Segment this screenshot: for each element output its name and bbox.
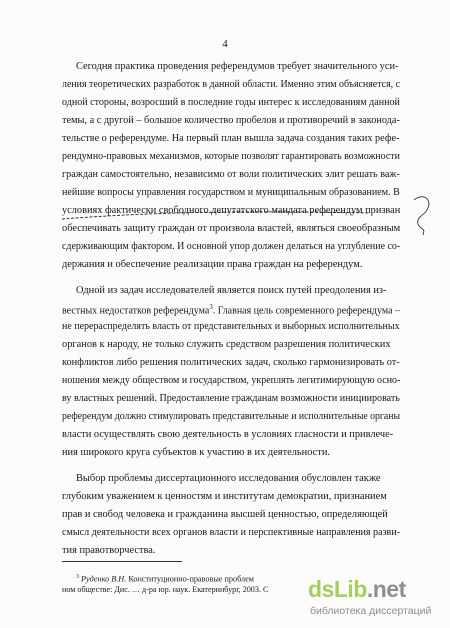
text-line: ву властных решений. Предоставление гражданам возможности инициировать [62, 393, 400, 404]
text-line: Сегодня практика проведения референдумов требует значительного уси- [76, 61, 399, 72]
footnote-marker: 3 [76, 574, 79, 580]
text-line: граждан самостоятельно, независимо от воли политических элит решать важ- [62, 169, 400, 180]
text-line [62, 304, 400, 317]
footnote-ref: 3 [209, 303, 213, 311]
text-line: сдерживающим фактором. И основной упор должен делаться на углубление со- [62, 241, 401, 252]
watermark [308, 576, 440, 620]
text-line: темы, а с другой – большое количество пробелов и противоречий в законода- [62, 115, 400, 126]
watermark-logo [308, 576, 406, 603]
footnote-author: Руденко В.Н. [81, 574, 127, 584]
text-line: тия правотворчества. [62, 545, 156, 556]
text-segment: вестных недостатков референдума [62, 305, 210, 317]
text-line: ления теоретических разработок в данной области. Именно этим объясняется, с [62, 79, 400, 90]
footnote-text: Конституционно-правовые проблем [126, 574, 254, 584]
text-line: нейшие вопросы управления государством и муниципальным образованием. В [62, 187, 400, 198]
text-line: прав и свобод человека и гражданина высшей ценностью, определяющей [62, 509, 388, 520]
text-line: обеспечивать защиту граждан от произвола властей, являться своеобразным [62, 223, 401, 234]
footnote-line [76, 574, 254, 584]
text-line: держания и обеспечение реализации права граждан на референдум. [62, 259, 363, 270]
text-line: референдум должно стимулировать представительные и исполнительные органы [62, 411, 401, 422]
text-segment: . Главная цель современного референдума – [212, 305, 400, 317]
text-line: одной стороны, возросший в последние годы интерес к исследованиям данной [62, 97, 400, 108]
watermark-subtitle: библиотека диссертаций [310, 605, 432, 617]
footnote-line: ном обществе: Дис. … д-ра юр. наук. Екатеринбург, 2003. С [62, 585, 269, 594]
logo-tld: .net [366, 576, 406, 602]
footnote-rule [62, 561, 182, 562]
text-line: не перераспределять власть от представительных и выборных исполнительных [62, 321, 400, 332]
text-line: Одной из задач исследователей является поиск путей преодоления из- [76, 285, 387, 296]
text-line: органов к народу, не только служить средством разрешения политических [62, 339, 391, 350]
logo-main: dsLib [308, 576, 367, 602]
text-line: ния широкого круга субъектов к участию в их деятельности. [62, 447, 330, 458]
text-line: рендумно-правовых механизмов, которые позволят гарантировать возможности [62, 151, 400, 162]
text-line: конфликтов либо решения политических задач, сколько гармонизировать от- [62, 357, 400, 368]
text-line: смысл деятельности всех органов власти и перспективные направления разви- [62, 527, 401, 538]
text-line: тельстве о референдуме. На первый план вышла задача создания таких рефе- [62, 133, 400, 144]
page-number: 4 [222, 38, 228, 50]
text-line: условиях фактически свободного депутатского мандата референдум призван [62, 205, 401, 216]
text-line: Выбор проблемы диссертационного исследования обусловлен также [76, 473, 381, 484]
text-line: глубоким уважением к ценностям и институтам демократии, признанием [62, 491, 387, 502]
text-line: власти осуществлять свою деятельность в условиях гласности и привлече- [62, 429, 394, 440]
text-line: ношения между обществом и государством, укреплять легитимирующую осно- [62, 375, 401, 386]
